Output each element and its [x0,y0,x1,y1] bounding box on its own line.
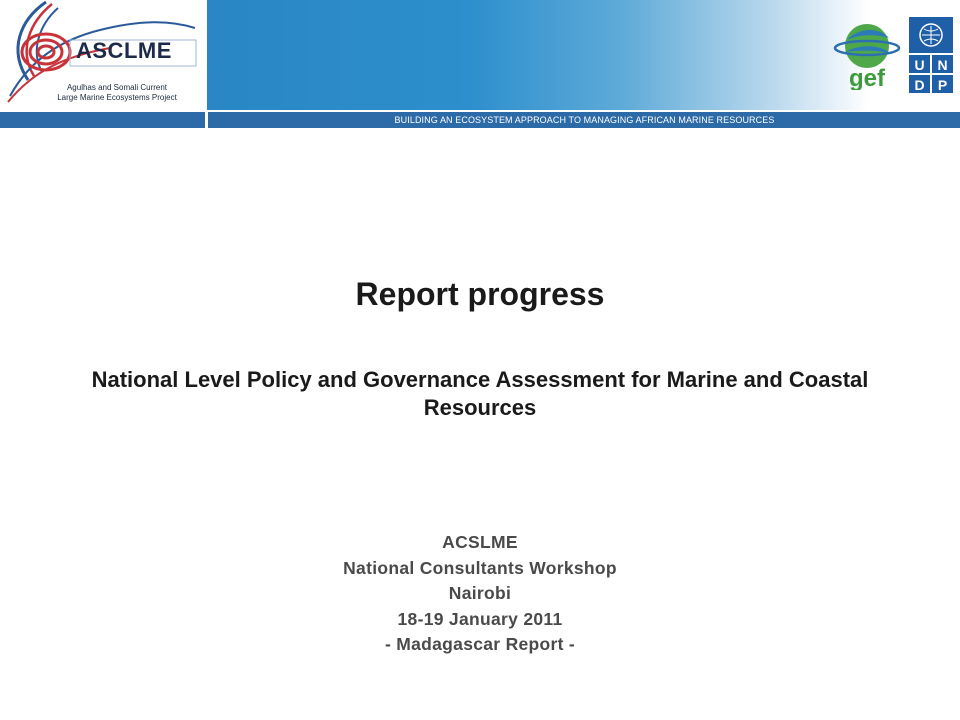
info-date: 18-19 January 2011 [397,608,563,629]
header-tagline: BUILDING AN ECOSYSTEM APPROACH TO MANAGING AFRICAN MARINE RESOURCES [207,112,960,128]
undp-letter-p: P [937,77,948,93]
slide-title: Report progress [355,276,605,312]
logo-caption-line2: Large Marine Ecosystems Project [57,93,177,102]
slide-subtitle: National Level Policy and Governance Assessment for Marine and Coastal Resources [91,367,869,420]
info-location: Nairobi [448,583,512,603]
gef-logo-text: gef [849,65,885,90]
undp-letter-u: U [914,57,925,73]
gef-logo-icon [833,18,901,90]
info-event: National Consultants Workshop [343,557,617,578]
info-report: - Madagascar Report - [384,634,576,654]
undp-letter-n: N [937,57,948,73]
slide-header [0,0,960,130]
info-organization: ACSLME [442,532,518,552]
logo-caption-line1: Agulhas and Somali Current [66,83,168,92]
asclme-logo [0,0,207,112]
undp-logo-icon [908,16,954,94]
slide-info-block [0,530,960,658]
asclme-logo-text: ASCLME [76,38,172,63]
undp-letter-d: D [914,77,925,93]
header-left-bar [0,112,205,128]
logo-caption [32,83,202,103]
